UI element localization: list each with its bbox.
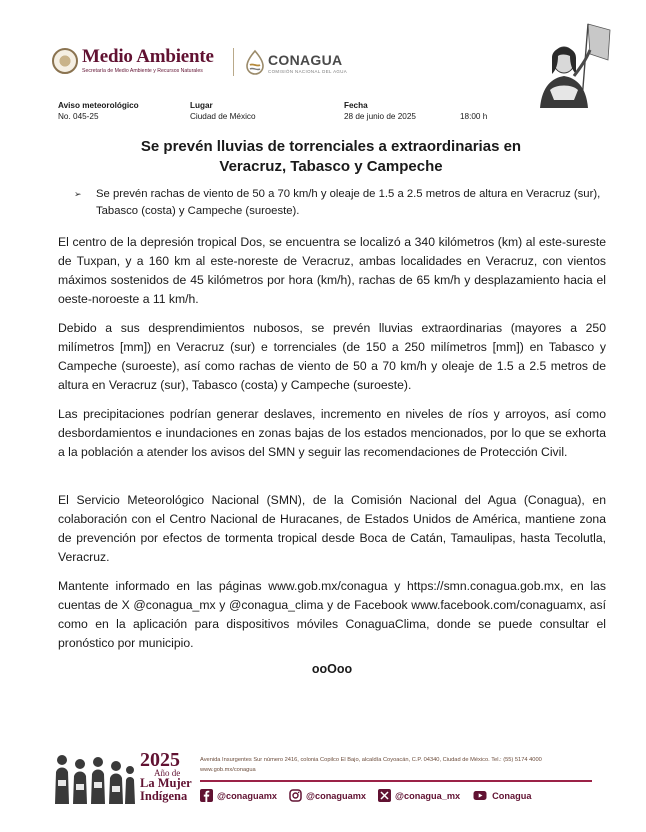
meta-lugar xyxy=(190,100,256,122)
year-line-1: La Mujer xyxy=(140,776,192,790)
footer-address: Avenida Insurgentes Sur número 2416, colonia Copilco El Bajo, alcaldía Coyoacán, C.P. 04340, Ciudad de México. Tel.: (55) 5174 4000 xyxy=(200,757,542,763)
paragraph: El centro de la depresión tropical Dos, se encuentra se localizó a 340 kilómetros (km) al este-sureste de Tuxpan, y a 160 km al este-noreste de Veracruz, ambas localidades en Veracruz, con vientos máximos sostenidos de 45 kilómetros por hora (km/h), rachas de 65 km/h y desplazamiento hacia el oeste-noroeste a 11 km/h. xyxy=(58,235,606,306)
bullet-text: Se prevén rachas de viento de 50 a 70 km/h y oleaje de 1.5 a 2.5 metros de altura en Veracruz (sur), Tabasco (costa) y Campeche (suroeste). xyxy=(96,188,601,217)
facebook-handle: @conaguamx xyxy=(217,790,278,801)
x-icon xyxy=(378,789,391,802)
footer-divider xyxy=(200,780,592,782)
year-number: 2025 xyxy=(140,749,180,771)
summary-bullet xyxy=(74,186,614,220)
title-line-1: Se prevén lluvias de torrenciales a extraordinarias en xyxy=(140,138,522,155)
document-title xyxy=(58,137,604,177)
agency-subtitle: COMISIÓN NACIONAL DEL AGUA xyxy=(268,69,348,74)
youtube-icon xyxy=(472,789,488,802)
hora-value: 18:00 h xyxy=(460,112,488,121)
paragraph: Mantente informado en las páginas www.gob.mx/conagua y https://smn.conagua.gob.mx, en las cuentas de X @conagua_mx y @conagua_clima y de Facebook www.facebook.com/conaguamx, así como en la aplicación para dispositivos móviles ConaguaClima, donde se puede consultar el pronóstico por municipio. xyxy=(58,579,606,650)
x-handle: @conagua_mx xyxy=(395,790,461,801)
meta-fecha xyxy=(344,100,416,122)
fecha-value: 28 de junio de 2025 xyxy=(344,112,416,121)
social-instagram[interactable] xyxy=(289,789,366,802)
aviso-label: Aviso meteorológico xyxy=(58,101,139,110)
lugar-value: Ciudad de México xyxy=(190,112,256,121)
brand-title: Medio Ambiente xyxy=(82,46,214,67)
instagram-handle: @conaguamx xyxy=(306,790,367,801)
paragraph: Las precipitaciones podrían generar deslaves, incremento en niveles de ríos y arroyos, así como desbordamientos e inundaciones en zonas bajas de los estados mencionados, por lo que se exhorta a la población a atender los avisos del SMN y seguir las recomendaciones de Protección Civil. xyxy=(58,407,606,459)
fecha-label: Fecha xyxy=(344,101,368,110)
closing-mark: ooOoo xyxy=(311,662,353,676)
youtube-handle: Conagua xyxy=(492,790,532,801)
women-figures-illustration xyxy=(52,746,136,804)
meta-aviso xyxy=(58,100,139,122)
instagram-icon xyxy=(289,789,302,802)
paragraph: Debido a sus desprendimientos nubosos, se prevén lluvias extraordinarias (mayores a 250 milímetros [mm]) en Veracruz (sur) e torrenciales (de 150 a 250 milímetros [mm]) en Tabasco y Campeche (suroeste), así como rachas de viento de 50 a 70 km/h y oleaje de 1.5 a 2.5 metros de altura en Veracruz (sur), Tabasco (costa) y Campeche (suroeste). xyxy=(58,321,606,392)
lugar-label: Lugar xyxy=(190,101,213,110)
footer-website[interactable]: www.gob.mx/conagua xyxy=(200,767,256,773)
social-links xyxy=(200,789,539,802)
year-line-2: Indígena xyxy=(140,789,188,803)
facebook-icon xyxy=(200,789,213,802)
portrait-illustration xyxy=(530,20,614,108)
agency-title: CONAGUA xyxy=(268,52,343,68)
year-subtitle: Año de xyxy=(154,768,181,778)
social-x[interactable] xyxy=(378,789,460,802)
document-header xyxy=(0,0,646,100)
brand-subtitle: Secretaría de Medio Ambiente y Recursos Naturales xyxy=(82,68,203,74)
bullet-arrow-icon: ➢ xyxy=(74,189,82,199)
conagua-logo-icon xyxy=(244,49,266,75)
brand-divider xyxy=(233,48,234,76)
social-facebook[interactable] xyxy=(200,789,277,802)
social-youtube[interactable] xyxy=(472,789,531,802)
title-line-2: Veracruz, Tabasco y Campeche xyxy=(219,158,443,175)
seal-icon xyxy=(52,48,78,74)
paragraph: El Servicio Meteorológico Nacional (SMN), de la Comisión Nacional del Agua (Conagua), en colaboración con el Centro Nacional de Huracanes, de Estados Unidos de América, mantiene zona de prevención por efectos de tormenta tropical desde Boca de Catán, Tamaulipas, hasta Tecolutla, Veracruz. xyxy=(58,493,606,564)
aviso-value: No. 045-25 xyxy=(58,112,99,121)
